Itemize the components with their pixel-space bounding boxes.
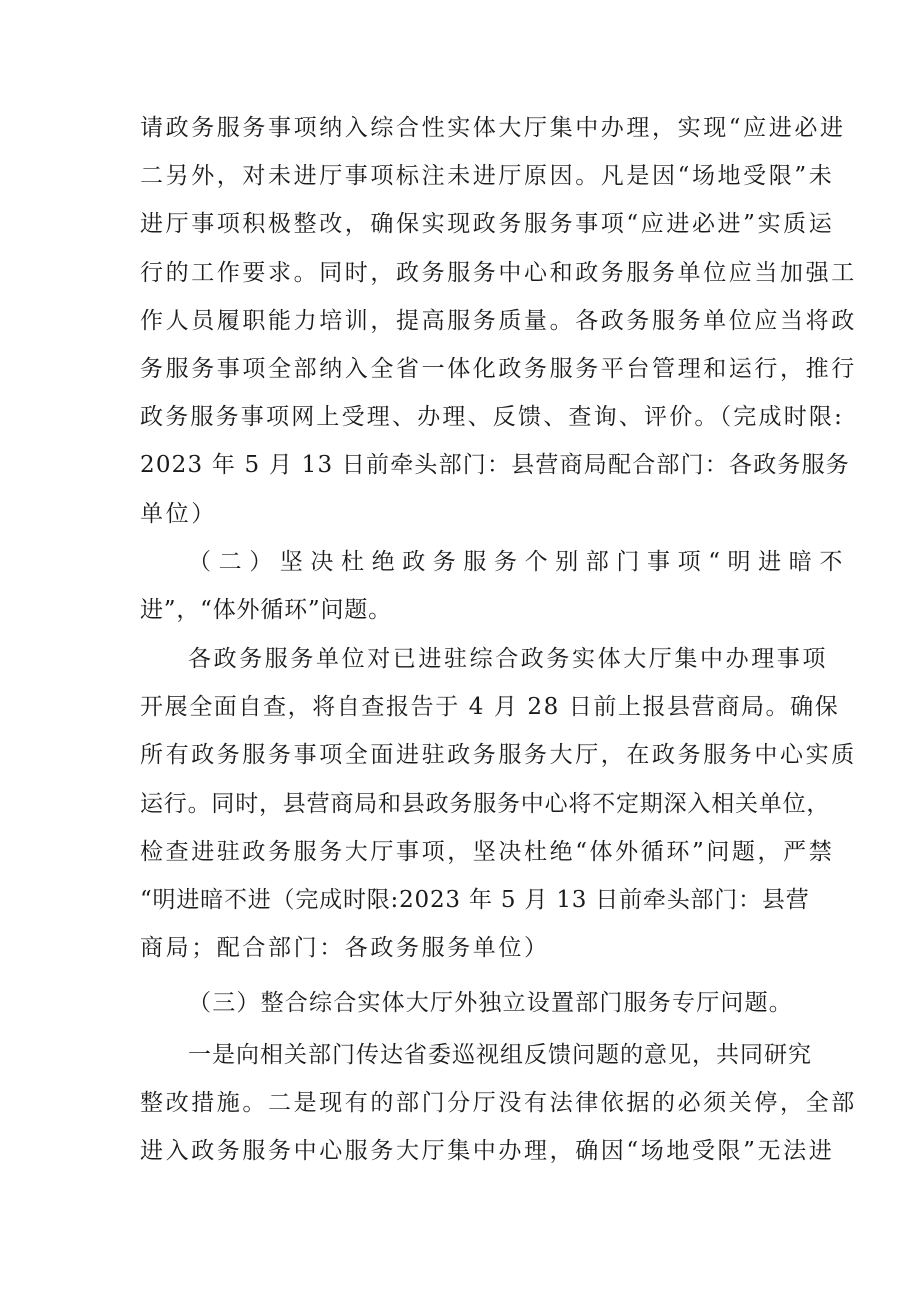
- text-line-2: 二另外，对未进厅事项标注未进厅原因。凡是因“场地受限”未: [140, 163, 835, 189]
- text-line-18: 商局；配合部门：各政务服务单位）: [140, 935, 550, 961]
- text-line-22: 进入政务服务中心服务大厅集中办理，确因“场地受限”无法进: [140, 1138, 835, 1164]
- text-line-3: 进厅事项积极整改，确保实现政务服务事项“应进必进”实质运: [140, 211, 835, 237]
- text-line-16: 检查进驻政务服务大厅事项，坚决杜绝“体外循环”问题，严禁: [140, 839, 835, 865]
- text-line-4: 行的工作要求。同时，政务服务中心和政务服务单位应当加强工: [140, 260, 857, 286]
- text-line-13: 开展全面自查，将自查报告于 4 月 28 日前上报县营商局。确保: [140, 694, 840, 720]
- text-line-20: 一是向相关部门传达省委巡视组反馈问题的意见，共同研究: [188, 1042, 812, 1068]
- text-line-17: “明进暗不进（完成时限:2023 年 5 月 13 日前牵头部门：县营: [140, 887, 810, 913]
- section-heading-2: （二）坚决杜绝政务服务个别部门事项“明进暗不: [188, 549, 850, 575]
- text-line-14: 所有政务服务事项全面进驻政务服务大厅，在政务服务中心实质: [140, 742, 857, 768]
- text-line-6: 务服务事项全部纳入全省一体化政务服务平台管理和运行，推行: [140, 356, 857, 382]
- section-heading-2-cont: 进”，“体外循环”问题。: [140, 597, 392, 623]
- text-line-15: 运行。同时，县营商局和县政务服务中心将不定期深入相关单位，: [140, 791, 831, 817]
- section-heading-3: （三）整合综合实体大厅外独立设置部门服务专厅问题。: [188, 990, 793, 1016]
- text-line-12: 各政务服务单位对已进驻综合政务实体大厅集中办理事项: [188, 646, 828, 672]
- text-line-9: 单位）: [140, 501, 217, 527]
- text-line-5: 作人员履职能力培训，提高服务质量。各政务服务单位应当将政: [140, 308, 857, 334]
- text-line-7: 政务服务事项网上受理、办理、反馈、查询、评价。（完成时限:: [140, 404, 845, 430]
- text-line-8: 2023 年 5 月 13 日前牵头部门：县营商局配合部门：各政务服务: [140, 452, 850, 478]
- text-line-1: 请政务服务事项纳入综合性实体大厅集中办理，实现“应进必进: [140, 115, 846, 141]
- text-line-21: 整改措施。二是现有的部门分厅没有法律依据的必须关停，全部: [140, 1090, 857, 1116]
